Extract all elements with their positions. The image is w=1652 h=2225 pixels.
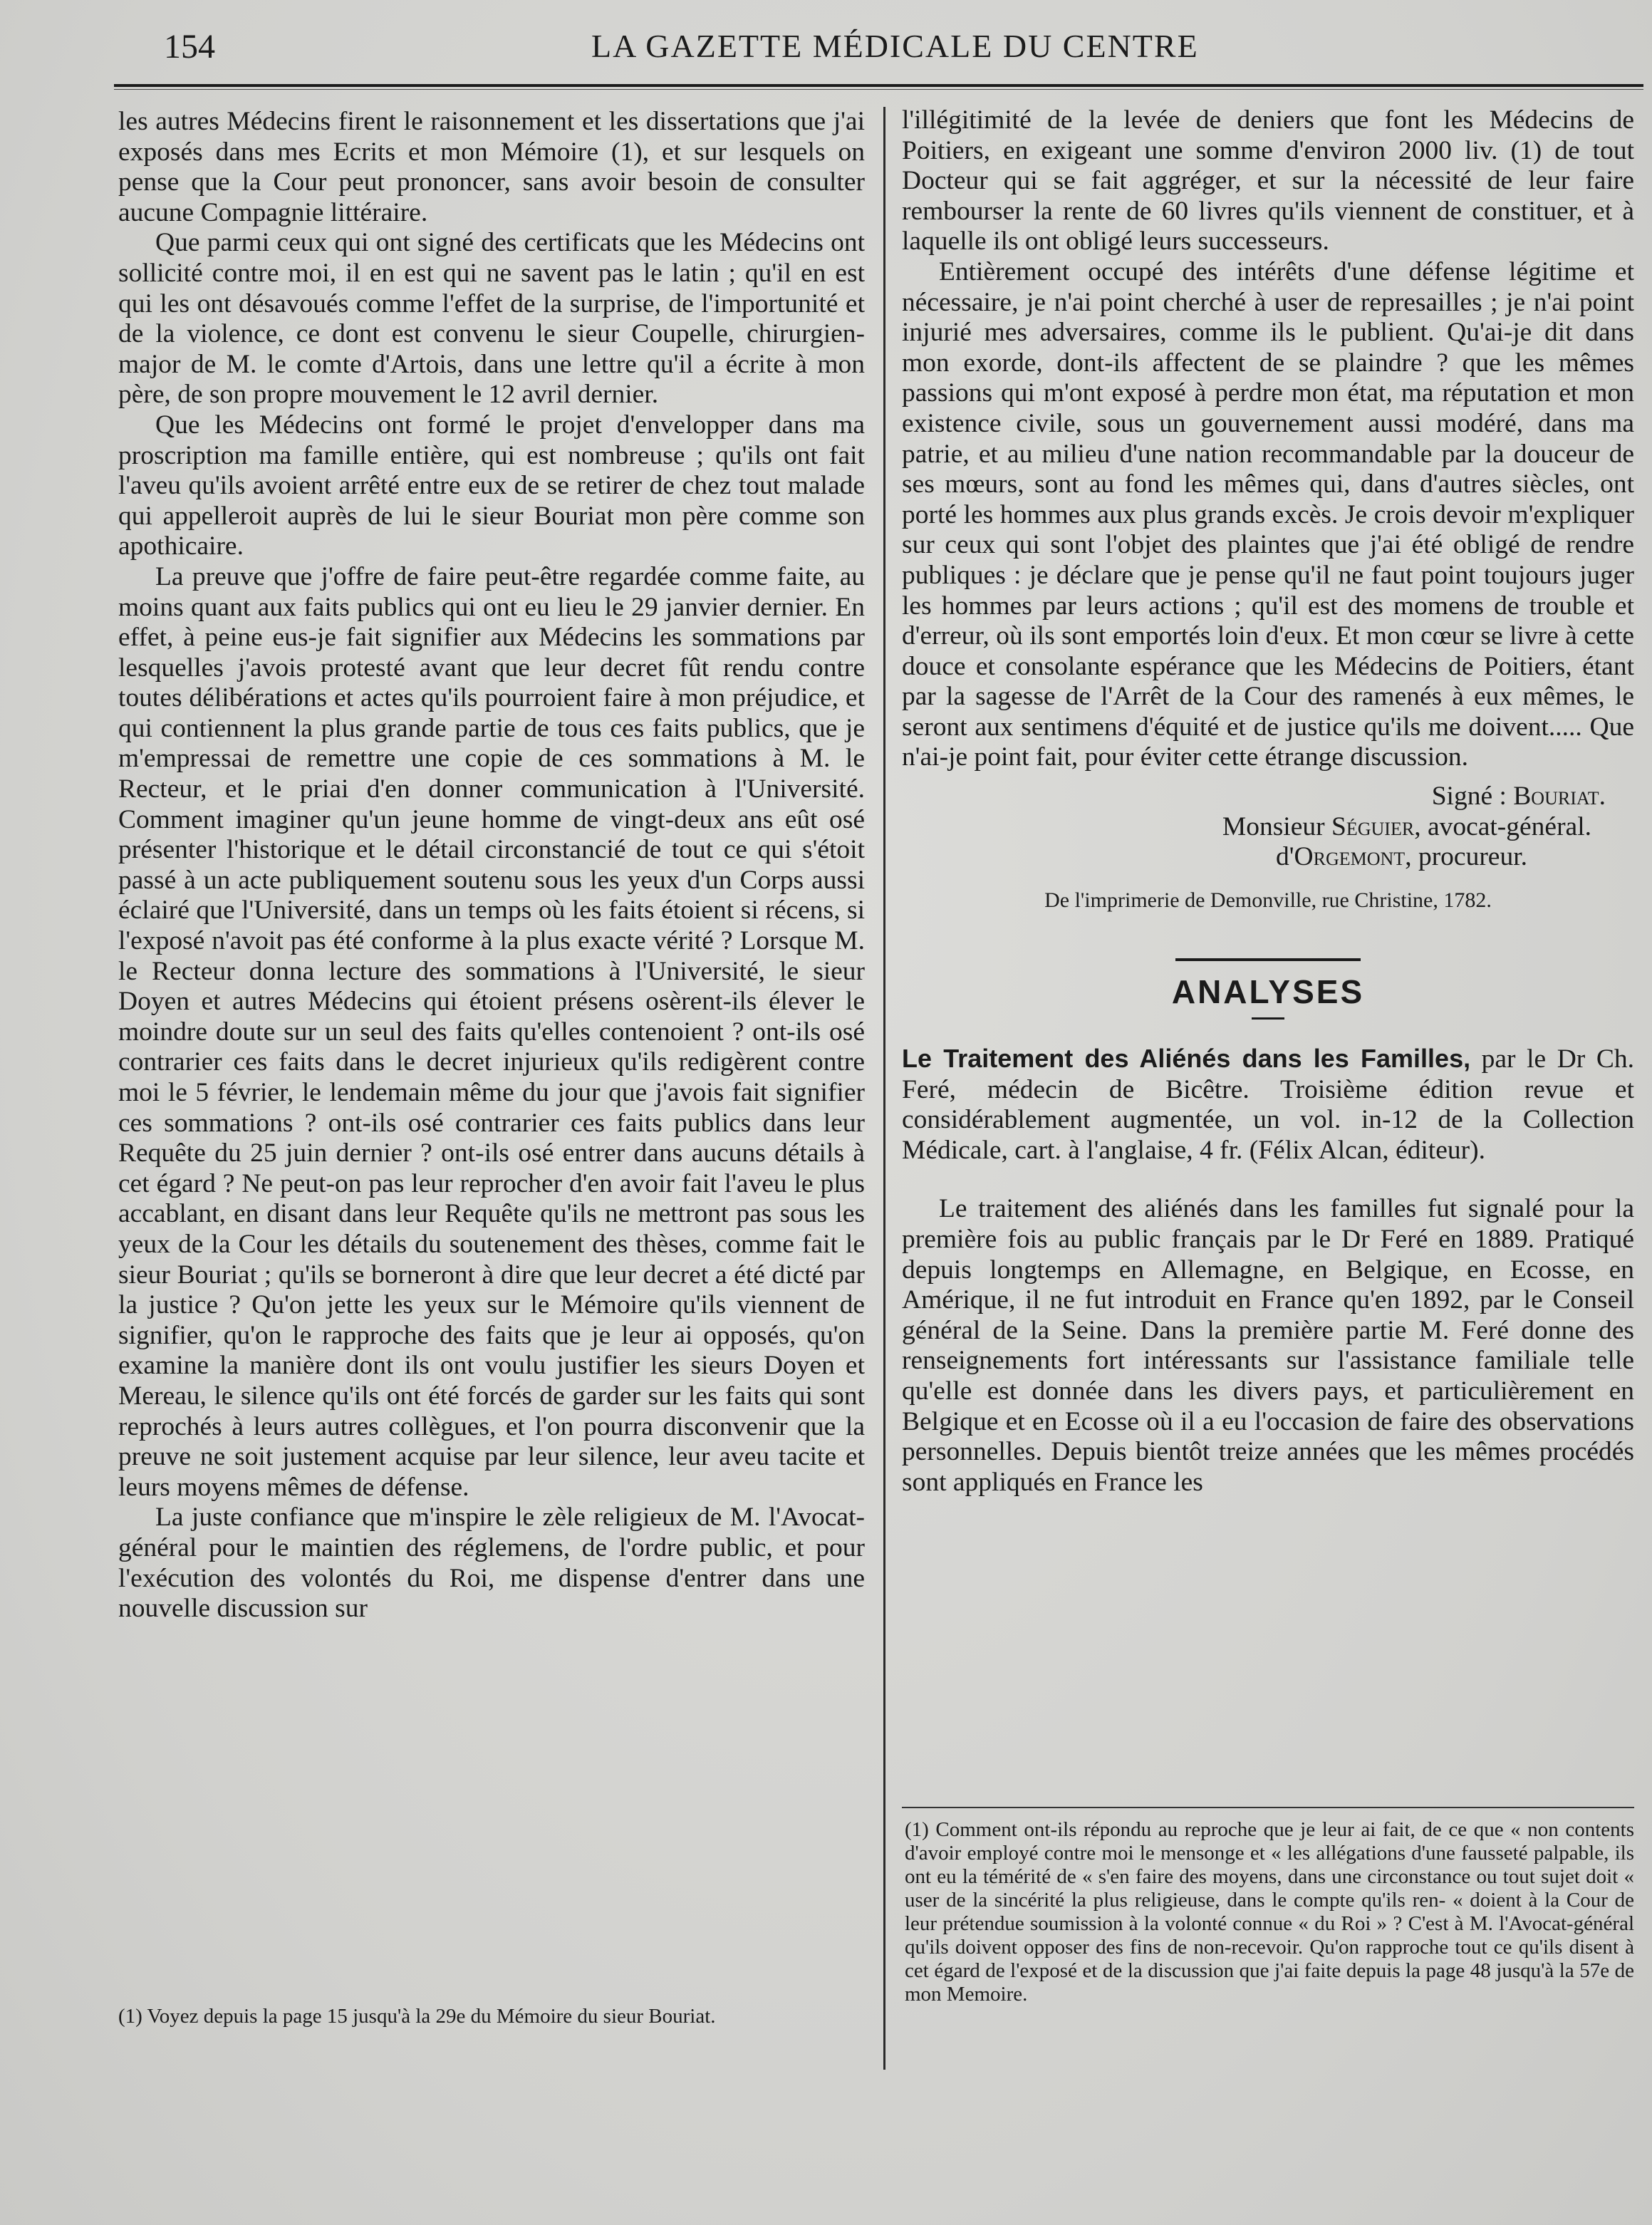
counsel-role: , avocat-général. [1414,811,1591,841]
header-rule-thin [114,89,1643,90]
signature-name: Bouriat. [1513,782,1606,811]
section-dash [1252,1017,1284,1020]
signature-line [902,782,1606,812]
section-rule [1175,958,1361,961]
counsel-prefix: Monsieur [1222,811,1331,841]
prosecutor-line [902,842,1527,873]
review-body: Le traitement des aliénés dans les familles fut signalé pour la première fois au public français par le Dr Feré en 1889. Pratiqué depuis longtemps en Allemagne, en Belgique, en Ecosse, en Amérique, il ne fut introduit en France qu'en 1892, par le Conseil général de la Seine. Dans la première partie M. Feré donne des renseignements fort intéressants sur l'assistance familiale telle qu'elle est donnée dans les divers pays, et particulièrement en Belgique et en Ecosse où il a eu l'occasion de faire des observations personnelles. Depuis bientôt treize années que les mêmes procédés sont appliqués en France les [902,1194,1634,1497]
page-number: 154 [164,28,215,66]
header-rule [114,84,1643,87]
left-paragraph-5: La juste confiance que m'inspire le zèle religieux de M. l'Avocat-général pour le maintien des réglemens, de l'ordre public, et pour l'exécution des volontés du Roi, me dispense d'entrer dans une nouvelle discussion sur [118,1503,865,1624]
right-column [902,105,1634,1498]
counsel-line [902,812,1591,843]
right-footnote-rule [902,1807,1634,1808]
journal-title: LA GAZETTE MÉDICALE DU CENTRE [591,28,1199,64]
left-footnote: (1) Voyez depuis la page 15 jusqu'à la 29e du Mémoire du sieur Bouriat. [118,2005,716,2028]
signature-label: Signé : [1431,782,1514,811]
prosecutor-name: Orgemont [1294,842,1406,872]
review-citation-text: par le Dr Ch. Feré, médecin de Bicêtre. Troisième édition revue et considérablement augmentée, un vol. in-12 de la Collection Médicale, cart. à l'anglaise, 4 fr. (Félix Alcan, éditeur). [902,1044,1634,1165]
prosecutor-role: , procureur. [1405,842,1527,872]
review-book-title: Le Traitement des Aliénés dans les Familles, [902,1044,1471,1074]
review-citation [902,1044,1634,1166]
right-footnote: (1) Comment ont-ils répondu au reproche que je leur ai fait, de ce que « non contents d'avoir employé contre moi le mensonge et « les allégations d'une fausseté palpable, ils ont eu la témérité de « s'en faire des moyens, dans une circonstance ou tout sujet doit « user de la sincérité la plus religieuse, dans le compte qu'ils ren- « doient à la Cour de leur prétendue soumission à la volonté connue « du Roi » ? C'est à M. l'Avocat-général qu'ils doivent opposer des fins de non-recevoir. Qu'on rapproche tout ce qu'ils disent à cet égard de l'exposé et de la discussion que j'ai faite depuis la page 48 jusqu'à la 57e de mon Memoire. [905,1818,1634,2006]
left-paragraph-4: La preuve que j'offre de faire peut-être regardée comme faite, au moins quant aux faits publics qui ont eu lieu le 29 janvier dernier. En effet, à peine eus-je fait signifier aux Médecins les sommations par lesquelles j'avois protesté avant que leur decret fût rendu contre toutes délibérations et actes qu'ils pourroient faire à mon préjudice, et qui contiennent la plus grande partie de tous ces faits publics, que je m'empressai de remettre une copie de ces sommations à M. le Recteur, et le priai d'en donner communication à l'Université. Comment imaginer qu'un jeune homme de vingt-deux ans eût osé présenter l'historique et le détail circonstancié de tout ce qui s'étoit passé à un acte publiquement soutenu sous les yeux d'un Corps aussi éclairé que l'Université, dans un temps où les faits étoient si récens, si l'exposé n'avoit pas été conforme à la plus exacte vérité ? Lorsque M. le Recteur donna lecture des sommations à l'Université, le sieur Doyen et autres Médecins qui étoient présens osèrent-ils élever le moindre doute sur un seul des faits qu'elles contenoient ? ont-ils osé contrarier ces faits dans le decret injurieux qu'ils redigèrent contre moi le 5 février, le lendemain même du jour que j'avois fait signifier ces sommations ? ont-ils osé contrarier ces faits publics dans leur Requête du 25 juin dernier ? ont-ils osé entrer dans aucuns détails à cet égard ? Ne peut-on pas leur reprocher d'en avoir fait l'aveu le plus accablant, en disant dans leur Requête qu'ils ne mettront pas sous les yeux de la Cour les détails du soutenement des thèses, comme fait le sieur Bouriat ; qu'ils se borneront à dire que leur decret a été dicté par la justice ? Qu'on jette les yeux sur le Mémoire qu'ils viennent de signifier, qu'on le rapproche des faits que je leur ai opposés, qu'on examine la manière dont ils ont voulu justifier les sieurs Doyen et Mereau, le silence qu'ils ont été forcés de garder sur les faits qui sont reprochés à leurs autres collègues, et l'on pourra disconvenir que la preuve ne soit justement acquise par leur silence, leur aveu tacite et leurs moyens mêmes de défense. [118,561,865,1502]
counsel-name: Séguier [1331,811,1415,841]
section-title: ANALYSES [1171,973,1365,1011]
left-paragraph-3: Que les Médecins ont formé le projet d'envelopper dans ma proscription ma famille entière, qui est nombreuse ; qu'ils ont fait l'aveu qu'ils avoient arrêté entre eux de se retirer de chez tout malade qui appelleroit auprès de lui le sieur Bouriat mon père comme son apothicaire. [118,410,865,561]
left-column [118,107,865,1624]
review-spacer [902,1166,1634,1194]
right-paragraph-2: Entièrement occupé des intérêts d'une défense légitime et nécessaire, je n'ai point cherché à user de represailles ; je n'ai point injurié mes adversaires, comme ils le publient. Qu'ai-je dit dans mon exorde, dont-ils affectent de se plaindre ? que les mêmes passions qui m'ont exposé à perdre mon état, ma réputation et mon existence civile, sous un gouvernement aussi modéré, dans ma patrie, et au milieu d'une nation recommandable par la douceur de ses mœurs, sont au fond les mêmes qui, dans d'autres siècles, ont porté les hommes aux plus grands excès. Je crois devoir m'expliquer sur ceux qui sont l'objet des plaintes que j'ai été obligé de rendre publiques : je déclare que je pense qu'il ne faut point toujours juger les hommes par leurs actions ; qu'il est des momens de trouble et d'erreur, où ils sont emportés loin d'eux. Et mon cœur se livre à cette douce et consolante espérance que les Médecins de Poitiers, étant par la sagesse de l'Arrêt de la Cour des ramenés à eux mêmes, le seront aux sentimens d'équité et de justice qu'ils me doivent..... Que n'ai-je point fait, pour éviter cette étrange discussion. [902,256,1634,772]
page-header [164,27,1609,77]
imprint-line: De l'imprimerie de Demonville, rue Christine, 1782. [1044,888,1492,912]
right-paragraph-1: l'illégitimité de la levée de deniers que font les Médecins de Poitiers, en exigeant une somme d'environ 2000 liv. (1) de tout Docteur qui se fait aggréger, et sur la nécessité de leur faire rembourser la rente de 60 livres qu'ils viennent de constituer, et à laquelle ils ont obligé leurs successeurs. [902,105,1634,256]
left-paragraph-2: Que parmi ceux qui ont signé des certificats que les Médecins ont sollicité contre moi, il en est qui ne savent pas le latin ; qu'il en est qui les ont désavoués comme l'effet de la surprise, de l'importunité et de la violence, ce dont est convenu le sieur Coupelle, chirurgien-major de M. le comte d'Artois, dans une lettre qu'il a écrite à mon père, de son propre mouvement le 12 avril dernier. [118,228,865,410]
prosecutor-prefix: d' [1276,842,1294,872]
left-paragraph-1: les autres Médecins firent le raisonnement et les dissertations que j'ai exposés dans mes Ecrits et mon Mémoire (1), et sur lesquels on pense que la Cour peut prononcer, sans avoir besoin de consulter aucune Compagnie littéraire. [118,107,865,227]
column-divider [883,107,885,2070]
